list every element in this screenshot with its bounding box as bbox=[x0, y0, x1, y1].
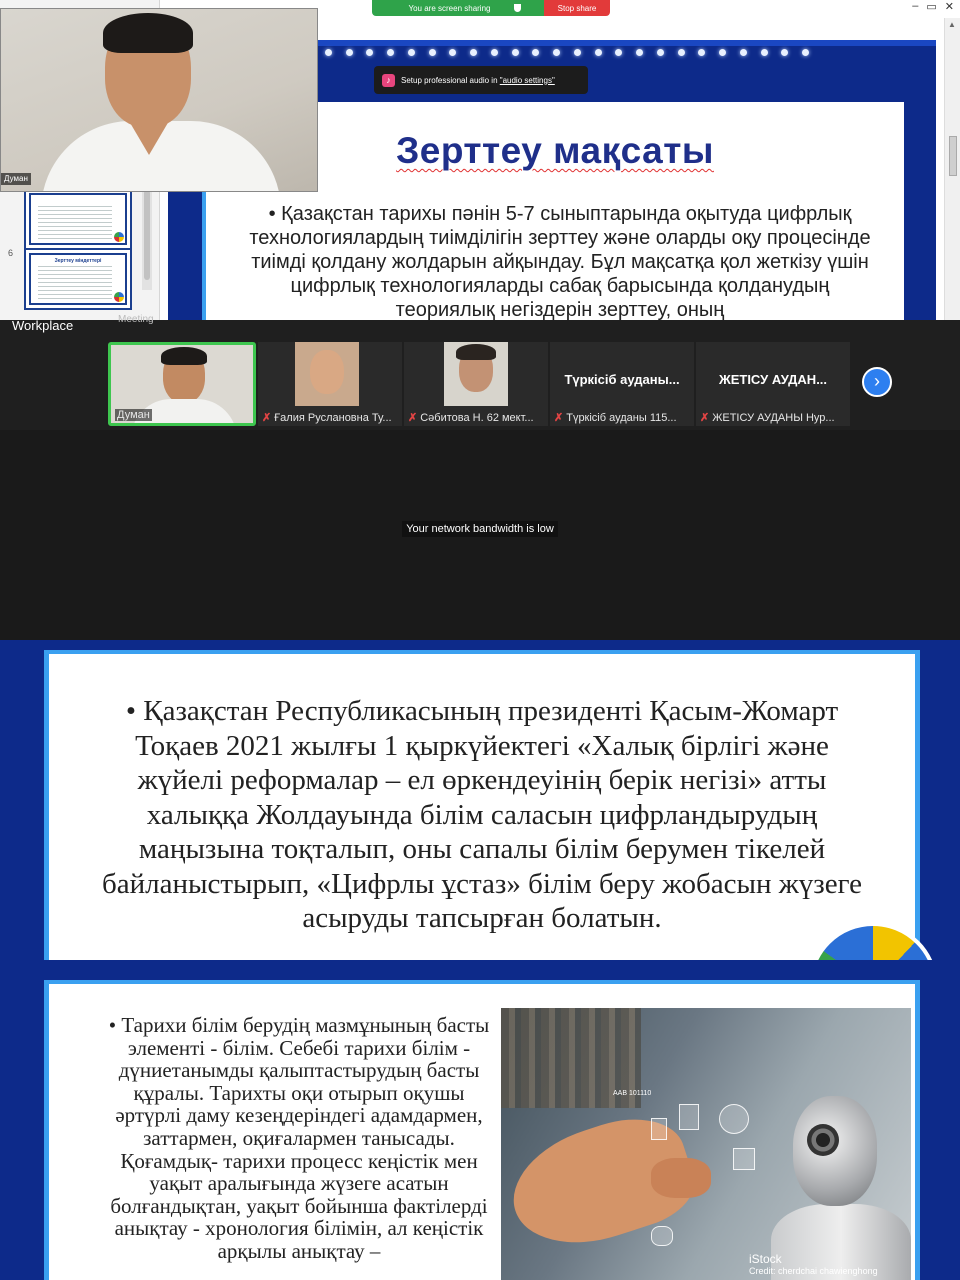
participant-name: ✗ ЖЕТІСУ АУДАНЫ Нур... bbox=[700, 411, 835, 424]
slide-thumbnail-6[interactable] bbox=[24, 248, 132, 310]
scroll-up-icon[interactable]: ▲ bbox=[948, 20, 956, 29]
stop-share-button[interactable]: Stop share bbox=[544, 0, 610, 16]
audio-settings-link[interactable]: "audio settings" bbox=[499, 75, 555, 85]
chevron-right-icon: › bbox=[874, 371, 880, 391]
slide-content bbox=[44, 650, 920, 960]
photo-hud-panel bbox=[679, 1104, 699, 1130]
mic-muted-icon: ✗ bbox=[408, 412, 418, 424]
participant-strip bbox=[0, 314, 960, 430]
thumbnails-scrollbar[interactable] bbox=[142, 180, 152, 290]
wheel-logo-icon bbox=[114, 232, 124, 242]
maximize-button[interactable]: ▭ bbox=[926, 1, 937, 13]
sharing-status-text: You are screen sharing bbox=[408, 3, 491, 13]
app-name: Workplace bbox=[12, 318, 74, 333]
vertical-scrollbar[interactable] bbox=[944, 18, 960, 320]
stock-photo bbox=[501, 1008, 911, 1280]
participant-tile[interactable] bbox=[258, 342, 402, 426]
screen-share-bar bbox=[372, 0, 610, 16]
participant-tile[interactable] bbox=[696, 342, 850, 426]
slide-body-text: • Тарихи білім берудің мазмұнының басты элементі - білім. Себебі тарихи білім - дүниетанымды қалыптастырудың басты құралы. Тарихты оқи отырып оқушы әртүрлі даму кезеңдеріндегі адамдармен, заттармен, оқиғалармен танысады. Қоғамдық- тарихи процесс кеңістік мен уақыт аралығында жүзеге асатын болғандықтан, уақыт бойынша фактілерді анықтау - хронология білімін, ал кеңістік арқылы анықтау – bbox=[108, 1013, 490, 1263]
mic-muted-icon: ✗ bbox=[262, 412, 272, 424]
participant-name: ✗ Сәбитова Н. 62 мект... bbox=[408, 411, 534, 424]
photo-hud-cloud bbox=[651, 1226, 673, 1246]
window-controls bbox=[912, 0, 954, 16]
slide-panel-3 bbox=[0, 960, 960, 1280]
slide-content bbox=[44, 980, 920, 1280]
participant-hair bbox=[456, 344, 496, 360]
thumbnail-text-lines bbox=[38, 266, 112, 300]
thumbnail-number: 6 bbox=[8, 248, 14, 258]
thumbnail-text-lines bbox=[38, 206, 112, 240]
shield-icon bbox=[514, 4, 521, 12]
bandwidth-warning: Your network bandwidth is low bbox=[0, 523, 960, 535]
participant-face bbox=[310, 350, 344, 394]
thumbnail-title: Зерттеу міндеттері bbox=[54, 258, 102, 264]
participant-hair bbox=[161, 347, 207, 365]
participant-display-name: Түркісіб ауданы... bbox=[564, 372, 680, 387]
music-note-icon: ♪ bbox=[382, 74, 395, 87]
mic-muted-icon: ✗ bbox=[554, 412, 564, 424]
participant-name: Думан bbox=[117, 409, 150, 421]
photo-hud-text: AAB 101110 bbox=[613, 1090, 652, 1097]
slide-thumbnail-5[interactable] bbox=[24, 188, 132, 250]
photo-hand bbox=[651, 1158, 711, 1198]
meeting-gallery-panel bbox=[0, 314, 960, 640]
mic-muted-icon: ✗ bbox=[700, 412, 710, 424]
close-button[interactable]: ✕ bbox=[944, 1, 954, 13]
photo-brand: iStock bbox=[749, 1252, 782, 1266]
presenter-hair bbox=[103, 13, 193, 53]
minimize-button[interactable]: – bbox=[912, 0, 919, 12]
presenter-video[interactable] bbox=[0, 8, 318, 192]
meeting-label: Meeting bbox=[118, 314, 154, 325]
participant-tile[interactable] bbox=[404, 342, 548, 426]
participant-display-name: ЖЕТІСУ АУДАН... bbox=[718, 372, 828, 387]
photo-hud-circle bbox=[719, 1104, 749, 1134]
participant-tile[interactable] bbox=[550, 342, 694, 426]
presenter-name: Думан bbox=[1, 173, 31, 185]
photo-robot-eye bbox=[807, 1124, 839, 1156]
sharing-status bbox=[372, 0, 544, 16]
photo-robot-head bbox=[793, 1096, 877, 1206]
next-page-button[interactable] bbox=[862, 367, 892, 397]
wheel-logo-icon bbox=[114, 292, 124, 302]
photo-credit: Credit: cherdchai chawienghong bbox=[749, 1266, 878, 1276]
participant-tile[interactable] bbox=[108, 342, 256, 426]
slide-title: Зерттеу мақсаты bbox=[396, 130, 714, 171]
participant-name: ✗ Ғалия Руслановна Ту... bbox=[262, 411, 392, 424]
screen-share-panel bbox=[0, 0, 960, 320]
tooltip-text: Setup professional audio in "audio settings" bbox=[401, 75, 555, 85]
slide-body-text: • Қазақстан тарихы пәнін 5-7 сыныптарында оқытуда цифрлық технологиялардың тиімділігін зерттеу және оларды оқу процесінде тиімді қолдану жолдарын айқындау. Бұл мақсатқа қол жеткізу үшін цифрлық технологияларды сабақ барысында қолданудың теориялық негіздерін зерттеу, оның bbox=[249, 203, 871, 320]
slide-body-text: • Қазақстан Республикасының президенті Қасым-Жомарт Тоқаев 2021 жылғы 1 қыркүйектегі «Халық бірлігі және жүйелі реформалар – ел өркендеуінің берік негізі» атты халыққа Жолдауында білім саласын цифрландырудың маңызына тоқталып, оны сапалы білім берумен тікелей байланыстырып, «Цифрлы ұстаз» білім беру жобасын жүзеге асыруды тапсырған болатын. bbox=[102, 695, 862, 934]
scrollbar-thumb[interactable] bbox=[949, 136, 957, 176]
photo-hud-panel bbox=[651, 1118, 667, 1140]
slide-panel-2 bbox=[0, 640, 960, 960]
participant-name: ✗ Түркісіб ауданы 115... bbox=[554, 411, 677, 424]
photo-hud-panel bbox=[733, 1148, 755, 1170]
audio-settings-tooltip bbox=[374, 66, 588, 94]
